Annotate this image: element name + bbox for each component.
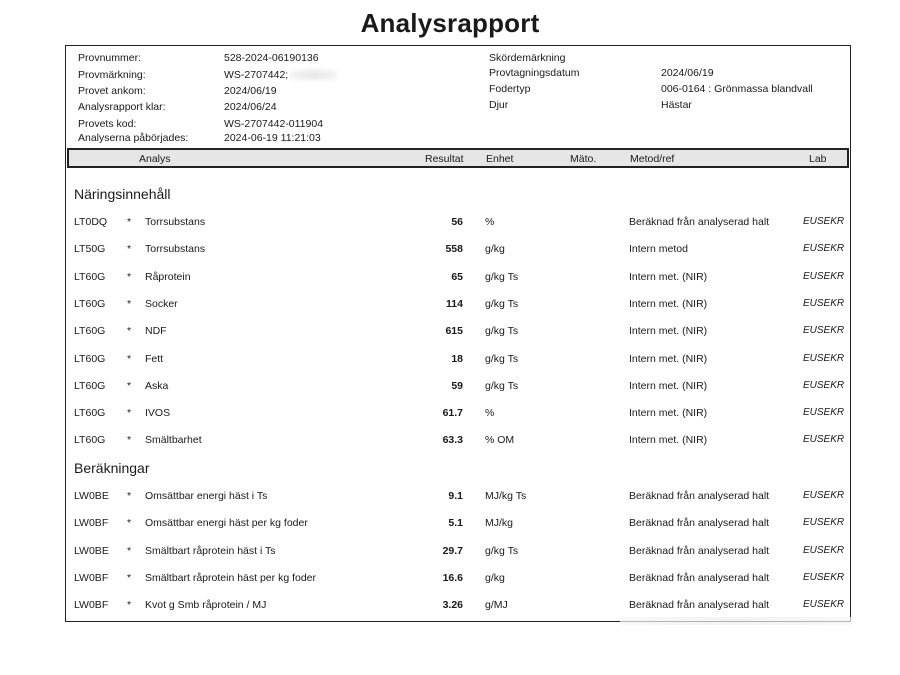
table-row [66,323,850,341]
meta-value-provnummer: 528-2024-06190136 [224,52,319,64]
method-ref: Intern met. (NIR) [629,407,708,420]
column-header-mato: Mäto. [570,153,597,165]
table-row [66,241,850,259]
column-header-lab: Lab [809,153,827,165]
method-ref: Beräknad från analyserad halt [629,599,770,612]
result-value: 5.1 [448,517,463,530]
analysis-code: LW0BF [74,571,109,584]
analysis-name: Smältbarhet [145,434,202,447]
meta-value-provets-kod: WS-2707442-011904 [224,118,324,130]
accreditation-marker: * [127,571,132,584]
accreditation-marker: * [127,407,132,420]
unit: g/kg Ts [485,544,519,557]
table-row [66,515,850,533]
provmarkning-text: WS-2707442; [224,69,289,81]
unit: g/kg Ts [485,379,519,392]
column-header-resultat: Resultat [425,153,464,165]
unit: % OM [485,434,515,447]
unit: % [485,216,495,228]
unit: g/kg [485,243,505,256]
analysis-code: LT60G [74,352,106,365]
analysis-name: Aska [145,379,169,392]
lab-code: EUSEKR [803,270,845,282]
method-ref: Intern met. (NIR) [629,325,708,338]
analysis-name: NDF [145,325,167,338]
result-value: 18 [451,352,463,365]
meta-label-provnummer: Provnummer: [78,52,142,64]
method-ref: Intern met. (NIR) [629,434,708,447]
table-row [66,269,850,287]
lab-code: EUSEKR [803,379,845,391]
lab-code: EUSEKR [803,325,845,337]
method-ref: Intern met. (NIR) [629,352,708,365]
scan-artifact [620,617,851,625]
table-row [66,296,850,314]
report-title: Analysrapport [360,8,540,38]
lab-code: EUSEKR [803,297,845,309]
method-ref: Intern met. (NIR) [629,270,708,283]
table-row [66,405,850,423]
analysis-name: Omsättbar energi häst per kg foder [145,517,308,530]
meta-value-provet-ankom: 2024/06/19 [224,85,277,97]
lab-code: EUSEKR [803,243,845,255]
analysis-name: Smältbart råprotein häst i Ts [145,544,276,557]
lab-code: EUSEKR [803,571,845,583]
analysis-code: LT50G [74,243,106,256]
accreditation-marker: * [127,379,132,392]
analysis-code: LT60G [74,434,106,447]
accreditation-marker: * [127,243,132,256]
result-value: 9.1 [448,490,463,502]
analysis-name: Torrsubstans [145,243,206,256]
result-value: 114 [446,297,463,310]
analysis-name: Socker [145,297,178,310]
method-ref: Intern met. (NIR) [629,379,708,392]
analysis-name: Kvot g Smb råprotein / MJ [145,599,267,612]
lab-code: EUSEKR [803,490,845,501]
accreditation-marker: * [127,599,132,612]
unit: g/kg [485,571,505,584]
analysis-code: LT60G [74,379,106,392]
lab-code: EUSEKR [803,352,845,364]
accreditation-marker: * [127,325,132,338]
result-value: 3.26 [442,599,463,612]
result-value: 56 [451,216,463,228]
column-header-enhet: Enhet [486,153,514,165]
analysis-code: LT0DQ [74,216,108,228]
result-value: 61.7 [442,407,463,420]
meta-value-djur: Hästar [661,99,692,111]
unit: g/kg Ts [485,352,519,365]
result-value: 65 [451,270,463,283]
meta-value-fodertyp: 006-0164 : Grönmassa blandvall [661,83,813,95]
table-header [67,148,849,168]
method-ref: Beräknad från analyserad halt [629,571,770,584]
result-value: 59 [451,379,463,392]
method-ref: Intern met. (NIR) [629,297,708,310]
table-row [66,543,850,561]
lab-code: EUSEKR [803,544,845,556]
analysis-name: Fett [145,352,164,365]
analysis-name: Smältbart råprotein häst per kg foder [145,571,317,584]
analysis-code: LT60G [74,325,106,338]
meta-label-analysrapport-klar: Analysrapport klar: [78,101,166,113]
unit: g/MJ [485,599,508,612]
unit: % [485,407,495,420]
accreditation-marker: * [127,490,132,502]
unit: g/kg Ts [485,270,519,283]
method-ref: Beräknad från analyserad halt [629,490,770,502]
analysis-name: Råprotein [145,270,191,283]
table-row [66,597,850,615]
column-header-metod: Metod/ref [630,153,675,165]
result-value: 558 [445,243,463,256]
result-value: 615 [445,325,463,338]
meta-label-provmarkning: Provmärkning: [78,69,146,81]
meta-label-provtagningsdatum: Provtagningsdatum [489,67,580,79]
lab-code: EUSEKR [803,216,845,227]
analysis-code: LT60G [74,297,106,310]
table-row [66,570,850,588]
unit: g/kg Ts [485,325,519,338]
table-row [66,488,850,506]
table-row [66,351,850,369]
section-title: Näringsinnehåll [74,186,171,202]
result-value: 29.7 [442,544,463,557]
analysis-code: LT60G [74,270,106,283]
meta-label-fodertyp: Fodertyp [489,83,531,95]
sample-metadata [66,46,850,146]
section-title: Beräkningar [74,460,150,476]
meta-label-provets-kod: Provets kod: [78,118,137,130]
analysis-code: LW0BE [74,490,109,502]
lab-code: EUSEKR [803,407,845,419]
meta-label-provet-ankom: Provet ankom: [78,85,146,97]
result-value: 63.3 [442,434,463,447]
accreditation-marker: * [127,517,132,530]
unit: MJ/kg Ts [485,490,527,502]
meta-label-skordemarkning: Skördemärkning [489,52,566,64]
method-ref: Beräknad från analyserad halt [629,216,770,228]
analysis-name: Omsättbar energi häst i Ts [145,490,268,502]
accreditation-marker: * [127,352,132,365]
accreditation-marker: * [127,544,132,557]
analysis-name: IVOS [145,407,171,420]
meta-value-analyserna-paborjades: 2024-06-19 11:21:03 [224,132,321,144]
analysis-code: LW0BF [74,599,109,612]
meta-label-analyserna-paborjades: Analyserna påbörjades: [78,132,189,144]
method-ref: Intern metod [629,243,688,256]
lab-code: EUSEKR [803,599,845,611]
meta-value-provtagningsdatum: 2024/06/19 [661,67,714,79]
analysis-code: LT60G [74,407,106,420]
accreditation-marker: * [127,270,132,283]
column-header-analys: Analys [139,153,171,165]
report-frame [65,45,851,622]
meta-value-provmarkning [224,69,338,81]
unit: MJ/kg [485,517,514,530]
table-row [66,214,850,232]
analysis-code: LW0BE [74,544,109,557]
lab-code: EUSEKR [803,434,845,446]
accreditation-marker: * [127,434,132,447]
method-ref: Beräknad från analyserad halt [629,517,770,530]
table-row [66,432,850,450]
accreditation-marker: * [127,297,132,310]
result-value: 16.6 [442,571,463,584]
meta-value-analysrapport-klar: 2024/06/24 [224,101,277,113]
lab-code: EUSEKR [803,517,845,529]
meta-label-djur: Djur [489,99,509,111]
accreditation-marker: * [127,216,132,228]
table-row [66,378,850,396]
analysis-name: Torrsubstans [145,216,206,228]
redacted-blur [290,69,338,81]
method-ref: Beräknad från analyserad halt [629,544,770,557]
unit: g/kg Ts [485,297,519,310]
analysis-code: LW0BF [74,517,109,530]
